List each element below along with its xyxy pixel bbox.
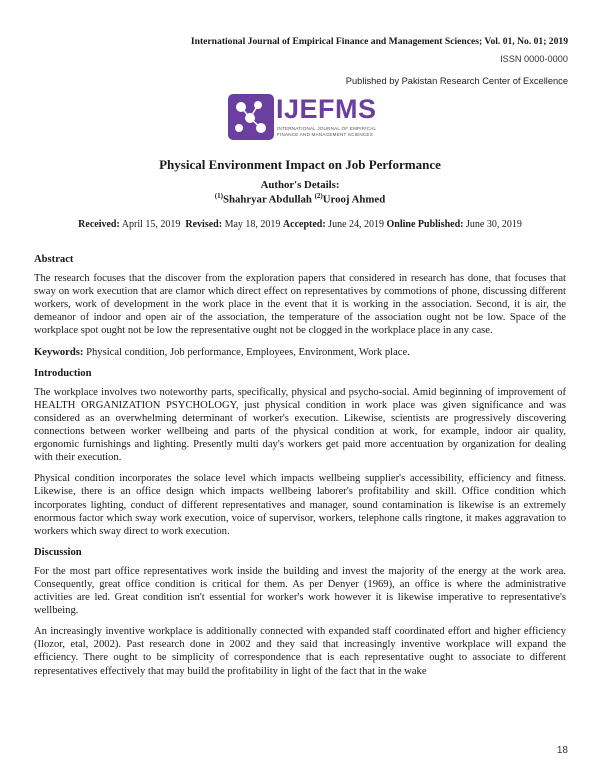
author1-mark: (1) bbox=[214, 192, 223, 200]
accepted-label: Accepted: bbox=[282, 219, 326, 230]
accepted-date: June 24, 2019 bbox=[328, 219, 385, 230]
journal-logo bbox=[226, 92, 376, 142]
logo-wordmark: IJEFMS bbox=[276, 94, 377, 124]
page-number: 18 bbox=[556, 745, 568, 756]
online-label: Online Published: bbox=[386, 219, 464, 230]
issn: ISSN 0000-0000 bbox=[500, 54, 568, 64]
discussion-paragraph-1: For the most part office representatives work inside the building and invest the majority of the energy at the work area. Consequently, great office condition is critical for them. As per Denyer (1969), an office is where the administrative activities are led. Great condition isn't essential for worker's work however it is likewise imperative to representative's wellbeing. bbox=[34, 565, 566, 617]
authors-heading: Author's Details: bbox=[260, 179, 340, 191]
revised-label: Revised: bbox=[185, 219, 223, 230]
introduction-paragraph-2: Physical condition incorporates the solace level which impacts wellbeing supplier's accessibility, efficiency and fitness. Likewise, there is an office design which impacts wellbeing laborer's profitability and skill. Office condition which incorporates lighting, conduct of different representatives and manager, sound contamination is likewise is an extremely enormous factor which sway work execution, voice of supervisor, workers, telephone calls ringtone, it makes aggravation to workers which sway direct to work execution. bbox=[34, 473, 566, 537]
revised-date: May 18, 2019 bbox=[224, 219, 281, 230]
author2-mark: (2) bbox=[314, 192, 323, 200]
keywords-text: Physical condition, Job performance, Employees, Environment, Work place. bbox=[86, 346, 410, 358]
keywords-label: Keywords: bbox=[34, 346, 84, 358]
author-names bbox=[0, 192, 600, 206]
received-label: Received: bbox=[78, 219, 120, 230]
logo-subtitle-2: FINANCE AND MANAGEMENT SCIENCES bbox=[277, 132, 373, 137]
publisher: Published by Pakistan Research Center of Excellence bbox=[345, 76, 568, 86]
article-body bbox=[34, 253, 566, 686]
article-title: Physical Environment Impact on Job Performance bbox=[159, 157, 441, 172]
received-date: April 15, 2019 bbox=[121, 219, 181, 230]
author2-name: Urooj Ahmed bbox=[322, 193, 386, 206]
keywords bbox=[34, 346, 566, 359]
logo-subtitle-1: INTERNATIONAL JOURNAL OF EMPIRICAL bbox=[277, 126, 377, 131]
discussion-paragraph-2: An increasingly inventive workplace is additionally connected with expanded staff coordinated effort and higher efficiency (Ilozor, etal, 2002). Past research done in 2002 and they said that increasingly inventive workplace will expand the efficiency. There ought to be simplicity of correspondence that is each representative ought to associate to different representatives effectively that may build the profitability in light of the fact that in the wake bbox=[34, 626, 566, 677]
introduction-heading: Introduction bbox=[34, 367, 92, 379]
logo-emblem-icon bbox=[228, 94, 274, 140]
journal-header: International Journal of Empirical Finance and Management Sciences; Vol. 01, No. 01; 2019 bbox=[190, 36, 568, 47]
publication-dates bbox=[0, 219, 600, 230]
abstract-text: The research focuses that the discover from the exploration papers that considered in research has done, that focuses that sway on work execution that are clamor which direct effect on representatives by commotions of phone, discussing different workers, work of development in the work place in the event that it is working in the association. Second, it is air, the demeanor of indoor and open air of the association, the temperature of the association ought not be low. Space of the workplace spot ought not be low the representative ought not be clogged in the workplace place in any case. bbox=[34, 273, 566, 337]
online-date: June 30, 2019 bbox=[465, 219, 522, 230]
introduction-paragraph-1: The workplace involves two noteworthy parts, specifically, physical and psycho-social. Amid beginning of improvement of HEALTH ORGANIZATION PSYCHOLOGY, just physical condition in work place was given significance and was considered as an overwhelming determinant of worker's execution. Likewise, scientists are progressively discovering connections between worker wellbeing and parts of the physical condition at work, for example, indoor air quality, ergonomic furnishings and lighting. Presently multi day's workers get paid more accentuation by organization for dealing with their execution. bbox=[34, 386, 566, 464]
discussion-heading: Discussion bbox=[34, 546, 82, 558]
abstract-heading: Abstract bbox=[34, 254, 74, 265]
author1-name: Shahryar Abdullah bbox=[222, 193, 312, 206]
